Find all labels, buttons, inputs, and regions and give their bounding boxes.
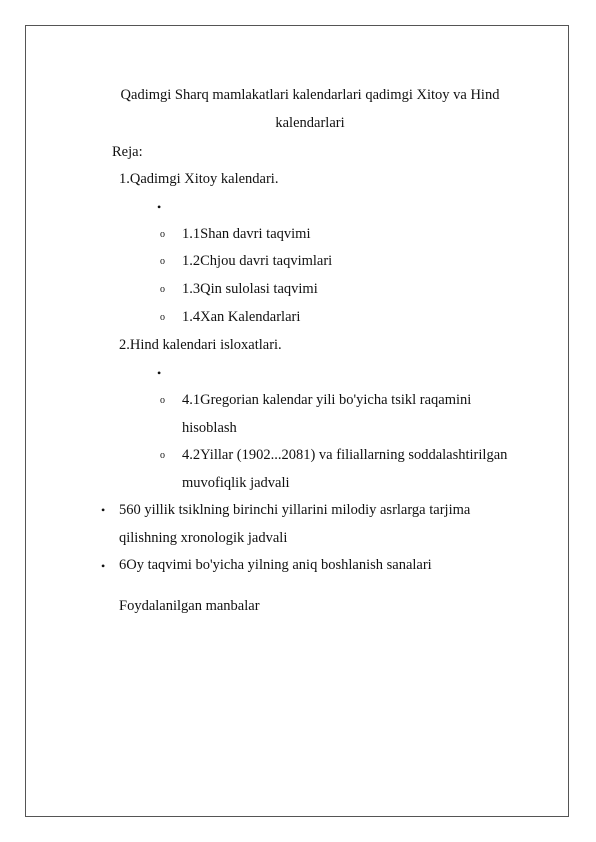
bullet-point: • <box>101 503 106 517</box>
page-border <box>25 25 569 817</box>
section-2-item-line-2: muvofiqlik jadvali <box>182 475 290 491</box>
circle-bullet: o <box>160 395 165 406</box>
circle-bullet: o <box>160 256 165 267</box>
bullet-point: • <box>101 559 106 573</box>
empty-bullet: • <box>157 200 162 214</box>
section-1-item: 1.2Chjou davri taqvimlari <box>182 253 333 269</box>
extra-item-line-1: 6Oy taqvimi bo'yicha yilning aniq boshlanish sanalari <box>119 557 432 573</box>
section-1-heading: 1.Qadimgi Xitoy kalendari. <box>119 171 279 187</box>
circle-bullet: o <box>160 229 165 240</box>
section-2-item-line-1: 4.1Gregorian kalendar yili bo'yicha tsikl raqamini <box>182 392 472 408</box>
extra-item-line-1: 560 yillik tsiklning birinchi yillarini milodiy asrlarga tarjima <box>119 502 471 518</box>
circle-bullet: o <box>160 312 165 323</box>
extra-item-line-2: qilishning xronologik jadvali <box>119 530 288 546</box>
circle-bullet: o <box>160 284 165 295</box>
empty-bullet: • <box>157 366 162 380</box>
section-1-item: 1.4Xan Kalendarlari <box>182 309 301 325</box>
circle-bullet: o <box>160 450 165 461</box>
section-1-item: 1.1Shan davri taqvimi <box>182 226 311 242</box>
section-1-item: 1.3Qin sulolasi taqvimi <box>182 281 318 297</box>
document-title-line-2: kalendarlari <box>275 115 345 131</box>
section-2-item-line-1: 4.2Yillar (1902...2081) va filiallarning soddalashtirilgan <box>182 447 508 463</box>
document-title-line-1: Qadimgi Sharq mamlakatlari kalendarlari qadimgi Xitoy va Hind <box>120 87 500 103</box>
section-2-heading: 2.Hind kalendari isloxatlari. <box>119 337 282 353</box>
section-2-item-line-2: hisoblash <box>182 420 237 436</box>
sources-heading: Foydalanilgan manbalar <box>119 598 260 614</box>
plan-label: Reja: <box>112 144 143 160</box>
